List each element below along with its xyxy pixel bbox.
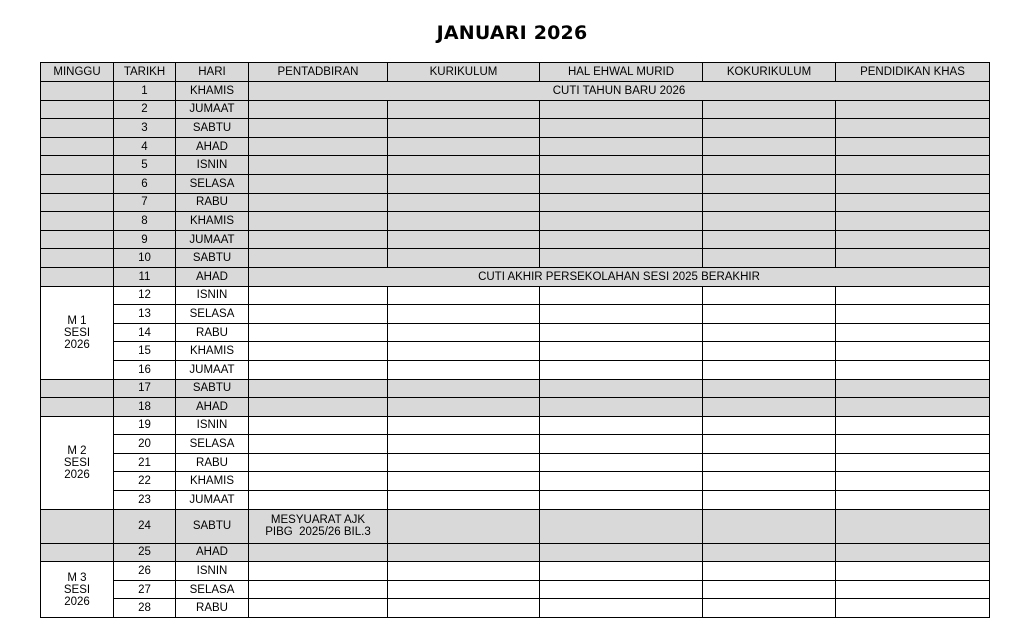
- tarikh-cell: 5: [114, 156, 176, 175]
- kokurikulum-cell[interactable]: [703, 562, 836, 581]
- table-row: [41, 379, 990, 398]
- table-row: [41, 543, 990, 562]
- header-hari: HARI: [176, 63, 249, 82]
- kurikulum-cell[interactable]: [388, 599, 540, 618]
- hari-cell: SABTU: [176, 119, 249, 138]
- table-row: [41, 230, 990, 249]
- kurikulum-cell[interactable]: [388, 100, 540, 119]
- week-cell-m1: [41, 286, 114, 379]
- kokurikulum-cell[interactable]: [703, 305, 836, 324]
- tarikh-cell: 22: [114, 472, 176, 491]
- kurikulum-cell[interactable]: [388, 323, 540, 342]
- kurikulum-cell[interactable]: [388, 174, 540, 193]
- kurikulum-cell[interactable]: [388, 230, 540, 249]
- hem-cell[interactable]: [540, 416, 703, 435]
- kurikulum-cell[interactable]: [388, 398, 540, 417]
- pendidikan-khas-cell[interactable]: [836, 599, 990, 618]
- pendidikan-khas-cell[interactable]: [836, 174, 990, 193]
- minggu-cell: [41, 137, 114, 156]
- pentadbiran-cell[interactable]: [249, 323, 388, 342]
- header-kokurikulum: KOKURIKULUM: [703, 63, 836, 82]
- tarikh-cell: 25: [114, 543, 176, 562]
- kokurikulum-cell[interactable]: [703, 491, 836, 510]
- hem-cell[interactable]: [540, 509, 703, 543]
- tarikh-cell: 16: [114, 360, 176, 379]
- calendar-table: [40, 62, 990, 618]
- kurikulum-cell[interactable]: [388, 212, 540, 231]
- pentadbiran-cell[interactable]: [249, 360, 388, 379]
- pendidikan-khas-cell[interactable]: [836, 398, 990, 417]
- kurikulum-cell[interactable]: [388, 249, 540, 268]
- hari-cell: JUMAAT: [176, 491, 249, 510]
- hem-cell[interactable]: [540, 174, 703, 193]
- kurikulum-cell[interactable]: [388, 472, 540, 491]
- kokurikulum-cell[interactable]: [703, 580, 836, 599]
- table-row: [41, 82, 990, 101]
- kurikulum-cell[interactable]: [388, 137, 540, 156]
- hari-cell: SABTU: [176, 249, 249, 268]
- tarikh-cell: 20: [114, 435, 176, 454]
- hari-cell: SELASA: [176, 580, 249, 599]
- pentadbiran-cell[interactable]: [249, 156, 388, 175]
- header-pendidikan-khas: PENDIDIKAN KHAS: [836, 63, 990, 82]
- pentadbiran-cell[interactable]: [249, 543, 388, 562]
- pentadbiran-cell[interactable]: [249, 230, 388, 249]
- hari-cell: SELASA: [176, 305, 249, 324]
- table-row: [41, 212, 990, 231]
- kokurikulum-cell[interactable]: [703, 599, 836, 618]
- hem-cell[interactable]: [540, 379, 703, 398]
- hem-cell[interactable]: [540, 119, 703, 138]
- hem-cell[interactable]: [540, 491, 703, 510]
- kurikulum-cell[interactable]: [388, 491, 540, 510]
- pentadbiran-cell[interactable]: [249, 379, 388, 398]
- table-row: [41, 453, 990, 472]
- minggu-cell: [41, 249, 114, 268]
- minggu-cell: [41, 100, 114, 119]
- tarikh-cell: 10: [114, 249, 176, 268]
- kokurikulum-cell[interactable]: [703, 472, 836, 491]
- tarikh-cell: 6: [114, 174, 176, 193]
- week-year: 2026: [64, 338, 90, 351]
- minggu-cell: [41, 193, 114, 212]
- pentadbiran-cell[interactable]: [249, 342, 388, 361]
- hem-cell[interactable]: [540, 212, 703, 231]
- kurikulum-cell[interactable]: [388, 342, 540, 361]
- tarikh-cell: 21: [114, 453, 176, 472]
- pendidikan-khas-cell[interactable]: [836, 580, 990, 599]
- pendidikan-khas-cell[interactable]: [836, 360, 990, 379]
- page-title: JANUARI 2026: [436, 22, 588, 44]
- pendidikan-khas-cell[interactable]: [836, 230, 990, 249]
- table-row: [41, 305, 990, 324]
- event-line: PIBG 2025/26 BIL.3: [265, 526, 371, 539]
- pendidikan-khas-cell[interactable]: [836, 100, 990, 119]
- tarikh-cell: 26: [114, 562, 176, 581]
- hem-cell[interactable]: [540, 100, 703, 119]
- hem-cell[interactable]: [540, 249, 703, 268]
- kurikulum-cell[interactable]: [388, 580, 540, 599]
- kokurikulum-cell[interactable]: [703, 100, 836, 119]
- hem-cell[interactable]: [540, 193, 703, 212]
- pentadbiran-cell[interactable]: [249, 174, 388, 193]
- kokurikulum-cell[interactable]: [703, 398, 836, 417]
- pentadbiran-cell[interactable]: [249, 562, 388, 581]
- header-tarikh: TARIKH: [114, 63, 176, 82]
- kurikulum-cell[interactable]: [388, 435, 540, 454]
- pendidikan-khas-cell[interactable]: [836, 305, 990, 324]
- event-line: MESYUARAT AJK: [270, 514, 366, 527]
- pendidikan-khas-cell[interactable]: [836, 156, 990, 175]
- hem-cell[interactable]: [540, 453, 703, 472]
- kokurikulum-cell[interactable]: [703, 212, 836, 231]
- week-cell-m2: [41, 416, 114, 509]
- tarikh-cell: 13: [114, 305, 176, 324]
- pendidikan-khas-cell[interactable]: [836, 472, 990, 491]
- pendidikan-khas-cell[interactable]: [836, 286, 990, 305]
- minggu-cell: [41, 230, 114, 249]
- kokurikulum-cell[interactable]: [703, 453, 836, 472]
- hari-cell: AHAD: [176, 137, 249, 156]
- table-row: [41, 193, 990, 212]
- hari-cell: AHAD: [176, 267, 249, 286]
- header-row: [41, 63, 990, 82]
- tarikh-cell: 17: [114, 379, 176, 398]
- header-pentadbiran: PENTADBIRAN: [249, 63, 388, 82]
- table-row: [41, 156, 990, 175]
- hari-cell: KHAMIS: [176, 342, 249, 361]
- tarikh-cell: 1: [114, 82, 176, 101]
- table-row: [41, 491, 990, 510]
- week-cell-m3: [41, 562, 114, 618]
- hari-cell: RABU: [176, 193, 249, 212]
- pentadbiran-cell[interactable]: [249, 137, 388, 156]
- tarikh-cell: 15: [114, 342, 176, 361]
- pendidikan-khas-cell[interactable]: [836, 137, 990, 156]
- kokurikulum-cell[interactable]: [703, 509, 836, 543]
- pendidikan-khas-cell[interactable]: [836, 562, 990, 581]
- kurikulum-cell[interactable]: [388, 193, 540, 212]
- hari-cell: SABTU: [176, 379, 249, 398]
- minggu-cell: [41, 119, 114, 138]
- tarikh-cell: 4: [114, 137, 176, 156]
- kokurikulum-cell[interactable]: [703, 193, 836, 212]
- table-row: [41, 137, 990, 156]
- kurikulum-cell[interactable]: [388, 453, 540, 472]
- pendidikan-khas-cell[interactable]: [836, 416, 990, 435]
- pentadbiran-cell[interactable]: [249, 398, 388, 417]
- holiday-cell: CUTI TAHUN BARU 2026: [249, 82, 990, 101]
- hem-cell[interactable]: [540, 435, 703, 454]
- hari-cell: JUMAAT: [176, 100, 249, 119]
- minggu-cell: [41, 543, 114, 562]
- kurikulum-cell[interactable]: [388, 562, 540, 581]
- pentadbiran-cell[interactable]: [249, 305, 388, 324]
- kokurikulum-cell[interactable]: [703, 379, 836, 398]
- tarikh-cell: 27: [114, 580, 176, 599]
- kurikulum-cell[interactable]: [388, 156, 540, 175]
- minggu-cell: [41, 267, 114, 286]
- kokurikulum-cell[interactable]: [703, 323, 836, 342]
- pendidikan-khas-cell[interactable]: [836, 435, 990, 454]
- week-label: M 2: [67, 444, 87, 457]
- hari-cell: RABU: [176, 453, 249, 472]
- hem-cell[interactable]: [540, 342, 703, 361]
- tarikh-cell: 23: [114, 491, 176, 510]
- hem-cell[interactable]: [540, 562, 703, 581]
- holiday-cell: CUTI AKHIR PERSEKOLAHAN SESI 2025 BERAKHIR: [249, 267, 990, 286]
- minggu-cell: [41, 174, 114, 193]
- minggu-cell: [41, 398, 114, 417]
- kurikulum-cell[interactable]: [388, 305, 540, 324]
- table-row: [41, 435, 990, 454]
- pendidikan-khas-cell[interactable]: [836, 249, 990, 268]
- tarikh-cell: 24: [114, 509, 176, 543]
- pendidikan-khas-cell[interactable]: [836, 543, 990, 562]
- kokurikulum-cell[interactable]: [703, 156, 836, 175]
- kurikulum-cell[interactable]: [388, 509, 540, 543]
- tarikh-cell: 9: [114, 230, 176, 249]
- kurikulum-cell[interactable]: [388, 379, 540, 398]
- table-row: [41, 562, 990, 581]
- kokurikulum-cell[interactable]: [703, 119, 836, 138]
- hem-cell[interactable]: [540, 580, 703, 599]
- header-hal-ehwal-murid: HAL EHWAL MURID: [540, 63, 703, 82]
- kurikulum-cell[interactable]: [388, 119, 540, 138]
- hem-cell[interactable]: [540, 305, 703, 324]
- hari-cell: AHAD: [176, 543, 249, 562]
- kokurikulum-cell[interactable]: [703, 249, 836, 268]
- hem-cell[interactable]: [540, 230, 703, 249]
- pentadbiran-cell[interactable]: [249, 435, 388, 454]
- hem-cell[interactable]: [540, 599, 703, 618]
- pendidikan-khas-cell[interactable]: [836, 453, 990, 472]
- hem-cell[interactable]: [540, 360, 703, 379]
- tarikh-cell: 12: [114, 286, 176, 305]
- week-year: 2026: [64, 468, 90, 481]
- hari-cell: JUMAAT: [176, 360, 249, 379]
- kokurikulum-cell[interactable]: [703, 543, 836, 562]
- table-row: [41, 174, 990, 193]
- pentadbiran-cell[interactable]: [249, 599, 388, 618]
- header-minggu: MINGGU: [41, 63, 114, 82]
- hari-cell: KHAMIS: [176, 472, 249, 491]
- tarikh-cell: 28: [114, 599, 176, 618]
- minggu-cell: [41, 212, 114, 231]
- kokurikulum-cell[interactable]: [703, 174, 836, 193]
- minggu-cell: [41, 379, 114, 398]
- kokurikulum-cell[interactable]: [703, 342, 836, 361]
- week-label: M 3: [67, 571, 87, 584]
- table-row: [41, 398, 990, 417]
- tarikh-cell: 14: [114, 323, 176, 342]
- tarikh-cell: 11: [114, 267, 176, 286]
- pendidikan-khas-cell[interactable]: [836, 509, 990, 543]
- pendidikan-khas-cell[interactable]: [836, 119, 990, 138]
- hem-cell[interactable]: [540, 286, 703, 305]
- hari-cell: AHAD: [176, 398, 249, 417]
- hem-cell[interactable]: [540, 398, 703, 417]
- pendidikan-khas-cell[interactable]: [836, 323, 990, 342]
- tarikh-cell: 7: [114, 193, 176, 212]
- hari-cell: SABTU: [176, 509, 249, 543]
- minggu-cell: [41, 82, 114, 101]
- hari-cell: ISNIN: [176, 416, 249, 435]
- table-row: [41, 472, 990, 491]
- pentadbiran-cell[interactable]: [249, 472, 388, 491]
- table-row: [41, 267, 990, 286]
- kokurikulum-cell[interactable]: [703, 416, 836, 435]
- table-row: [41, 342, 990, 361]
- kokurikulum-cell[interactable]: [703, 435, 836, 454]
- kurikulum-cell[interactable]: [388, 543, 540, 562]
- pendidikan-khas-cell[interactable]: [836, 379, 990, 398]
- table-row: [41, 360, 990, 379]
- hari-cell: SELASA: [176, 435, 249, 454]
- hem-cell[interactable]: [540, 543, 703, 562]
- hem-cell[interactable]: [540, 137, 703, 156]
- pentadbiran-cell[interactable]: [249, 119, 388, 138]
- header-kurikulum: KURIKULUM: [388, 63, 540, 82]
- hem-cell[interactable]: [540, 323, 703, 342]
- table-row: [41, 119, 990, 138]
- hari-cell: KHAMIS: [176, 212, 249, 231]
- tarikh-cell: 18: [114, 398, 176, 417]
- pentadbiran-cell[interactable]: [249, 286, 388, 305]
- kurikulum-cell[interactable]: [388, 286, 540, 305]
- week-sesi: SESI: [63, 326, 91, 339]
- week-sesi: SESI: [63, 583, 91, 596]
- pentadbiran-cell[interactable]: [249, 416, 388, 435]
- pendidikan-khas-cell[interactable]: [836, 212, 990, 231]
- table-row: [41, 416, 990, 435]
- week-label: M 1: [67, 314, 87, 327]
- hari-cell: ISNIN: [176, 286, 249, 305]
- pentadbiran-cell[interactable]: [249, 100, 388, 119]
- pentadbiran-cell[interactable]: [249, 212, 388, 231]
- hari-cell: ISNIN: [176, 562, 249, 581]
- kokurikulum-cell[interactable]: [703, 360, 836, 379]
- tarikh-cell: 19: [114, 416, 176, 435]
- hari-cell: RABU: [176, 599, 249, 618]
- pentadbiran-cell[interactable]: [249, 509, 388, 543]
- hem-cell[interactable]: [540, 472, 703, 491]
- table-row: [41, 286, 990, 305]
- minggu-cell: [41, 156, 114, 175]
- kurikulum-cell[interactable]: [388, 360, 540, 379]
- pentadbiran-cell[interactable]: [249, 491, 388, 510]
- kokurikulum-cell[interactable]: [703, 230, 836, 249]
- tarikh-cell: 8: [114, 212, 176, 231]
- pendidikan-khas-cell[interactable]: [836, 491, 990, 510]
- pendidikan-khas-cell[interactable]: [836, 193, 990, 212]
- pentadbiran-cell[interactable]: [249, 193, 388, 212]
- tarikh-cell: 2: [114, 100, 176, 119]
- pentadbiran-cell[interactable]: [249, 249, 388, 268]
- table-row: [41, 509, 990, 543]
- pentadbiran-cell[interactable]: [249, 453, 388, 472]
- hari-cell: SELASA: [176, 174, 249, 193]
- kokurikulum-cell[interactable]: [703, 137, 836, 156]
- hem-cell[interactable]: [540, 156, 703, 175]
- table-row: [41, 249, 990, 268]
- minggu-cell: [41, 509, 114, 543]
- table-row: [41, 100, 990, 119]
- week-year: 2026: [64, 595, 90, 608]
- week-sesi: SESI: [63, 456, 91, 469]
- pentadbiran-cell[interactable]: [249, 580, 388, 599]
- table-row: [41, 580, 990, 599]
- hari-cell: KHAMIS: [176, 82, 249, 101]
- hari-cell: RABU: [176, 323, 249, 342]
- tarikh-cell: 3: [114, 119, 176, 138]
- kokurikulum-cell[interactable]: [703, 286, 836, 305]
- hari-cell: ISNIN: [176, 156, 249, 175]
- table-row: [41, 599, 990, 618]
- hari-cell: JUMAAT: [176, 230, 249, 249]
- pendidikan-khas-cell[interactable]: [836, 342, 990, 361]
- kurikulum-cell[interactable]: [388, 416, 540, 435]
- table-row: [41, 323, 990, 342]
